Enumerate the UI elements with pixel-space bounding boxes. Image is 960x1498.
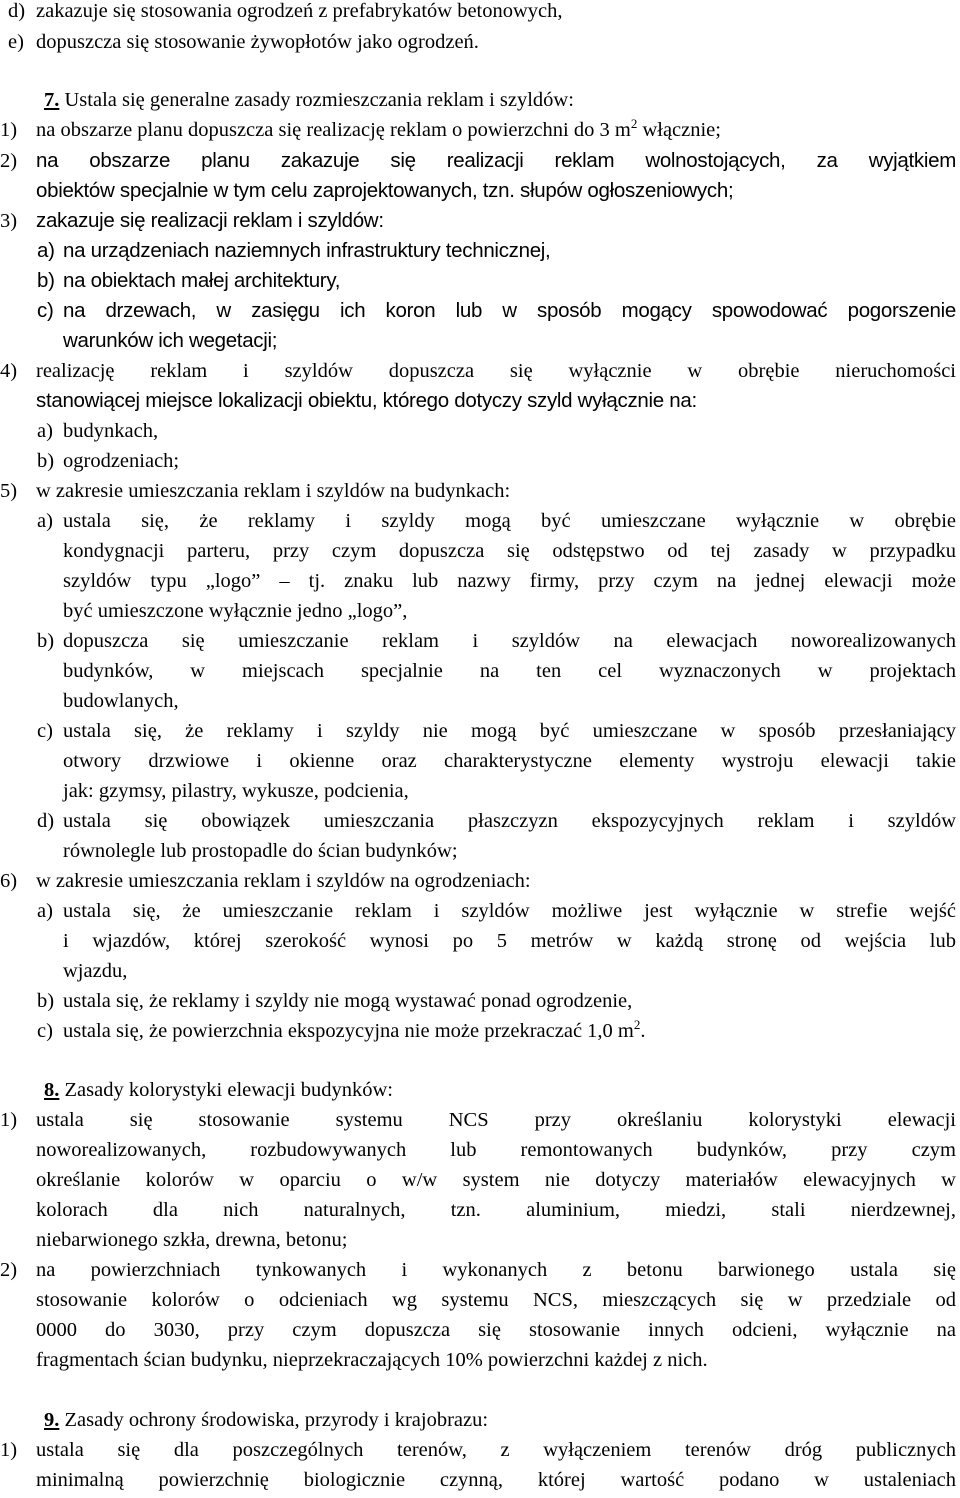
list-text: ustala się stosowanie systemu NCS przy określaniu kolorystyki elewacji: [36, 1109, 956, 1131]
list-marker: a): [37, 510, 53, 532]
list-item: [0, 1435, 960, 1465]
list-text-continued: szyldów typu „logo” – tj. znaku lub nazwy firmy, przy czym na jednej elewacji może: [63, 570, 956, 592]
section-heading-8: [44, 1075, 393, 1105]
list-text: w zakresie umieszczania reklam i szyldów na budynkach:: [36, 480, 511, 502]
list-text: ogrodzeniach;: [63, 450, 180, 472]
list-item: [0, 356, 960, 386]
list-text: na obszarze planu dopuszcza się realizację reklam o powierzchni do 3 $m^2$ włącznie;: [36, 116, 721, 141]
list-marker: a): [37, 900, 53, 922]
section-number: 9.: [44, 1409, 60, 1431]
list-text-continued: być umieszczone wyłącznie jedno „logo”,: [63, 600, 408, 622]
list-text: ustala się dla poszczególnych terenów, z wyłączeniem terenów dróg publicznych: [36, 1439, 956, 1461]
list-text-continued: budynków, w miejscach specjalnie na ten cel wyznaczonych w projektach: [63, 660, 956, 682]
list-text-continued: wjazdu,: [63, 960, 128, 982]
section-heading-9: [44, 1405, 488, 1435]
sub-list-item: [0, 446, 960, 476]
list-text-continued: budowlanych,: [63, 690, 179, 712]
list-marker: e): [8, 31, 24, 53]
list-text: na obiektach małej architektury,: [63, 269, 341, 292]
list-item: [0, 146, 960, 176]
list-text-continued: stosowanie kolorów o odcieniach wg systemu NCS, mieszczących się w przedziale od: [36, 1289, 956, 1311]
list-text: realizację reklam i szyldów dopuszcza się wyłącznie w obrębie nieruchomości: [36, 360, 956, 382]
list-item: [0, 1105, 960, 1135]
sub-list-item: [0, 986, 960, 1016]
list-text-continued: 0000 do 3030, przy czym dopuszcza się stosowanie innych odcieni, wyłącznie na: [36, 1319, 956, 1341]
list-text-continued: fragmentach ścian budynku, nieprzekraczających 10% powierzchni każdej z nich.: [36, 1349, 708, 1371]
list-text-continued: równolegle lub prostopadle do ścian budynków;: [63, 840, 458, 862]
list-text-continued: kolorach dla nich naturalnych, tzn. aluminium, miedzi, stali nierdzewnej,: [36, 1199, 956, 1221]
sub-list-item: [0, 416, 960, 446]
list-text: dopuszcza się umieszczanie reklam i szyldów na elewacjach noworealizowanych: [63, 630, 956, 652]
section-title: Ustala się generalne zasady rozmieszczania reklam i szyldów:: [64, 89, 574, 111]
sub-list-item: [0, 506, 960, 536]
list-text: ustala się, że reklamy i szyldy nie mogą być umieszczane w sposób przesłaniający: [63, 720, 956, 742]
list-text: na powierzchniach tynkowanych i wykonanych z betonu barwionego ustala się: [36, 1259, 956, 1281]
sub-list-item: [0, 266, 960, 296]
list-text-continued: niebarwionego szkła, drewna, betonu;: [36, 1229, 348, 1251]
list-marker: c): [37, 299, 54, 322]
list-text: ustala się, że reklamy i szyldy nie mogą wystawać ponad ogrodzenie,: [63, 990, 633, 1012]
list-marker: d): [8, 0, 26, 22]
list-text-continued: kondygnacji parteru, przy czym dopuszcza się odstępstwo od tej zasady w przypadku: [63, 540, 956, 562]
list-text-continued: minimalną powierzchnię biologicznie czynną, której wartość podano w ustaleniach: [36, 1469, 956, 1491]
list-item: [0, 866, 960, 896]
list-text: ustala się, że powierzchnia ekspozycyjna nie może przekraczać 1,0 $m^2$.: [63, 1017, 646, 1042]
list-text-continued: otwory drzwiowe i okienne oraz charakterystyczne elementy wystroju elewacji takie: [63, 750, 956, 772]
list-marker: 4): [0, 360, 18, 382]
list-text-continued: noworealizowanych, rozbudowywanych lub remontowanych budynków, przy czym: [36, 1139, 956, 1161]
list-text: na urządzeniach naziemnych infrastruktury technicznej,: [63, 239, 551, 262]
list-marker: 5): [0, 480, 18, 502]
list-item: [0, 206, 960, 236]
list-text: zakazuje się realizacji reklam i szyldów:: [36, 209, 384, 232]
section-number: 8.: [44, 1079, 60, 1101]
list-marker: c): [37, 1020, 53, 1042]
list-marker: b): [37, 269, 55, 292]
list-text: w zakresie umieszczania reklam i szyldów na ogrodzeniach:: [36, 870, 531, 892]
list-text-continued: stanowiącej miejsce lokalizacji obiektu, którego dotyczy szyld wyłącznie na:: [36, 389, 697, 412]
list-marker: d): [37, 810, 55, 832]
section-title: Zasady kolorystyki elewacji budynków:: [64, 1079, 394, 1101]
list-marker: a): [37, 239, 55, 262]
list-text-continued: jak: gzymsy, pilastry, wykusze, podcienia,: [63, 780, 409, 802]
list-item: [0, 1255, 960, 1285]
list-marker: b): [37, 450, 55, 472]
list-text-continued: obiektów specjalnie w tym celu zaprojektowanych, tzn. słupów ogłoszeniowych;: [36, 179, 734, 202]
sub-list-item: [0, 296, 960, 326]
sub-list-item: [0, 1016, 960, 1046]
section-number: 7.: [44, 89, 60, 111]
list-marker: 1): [0, 1109, 18, 1131]
list-text-continued: warunków ich wegetacji;: [63, 329, 278, 352]
list-marker: 1): [0, 119, 18, 141]
list-marker: 2): [0, 1259, 18, 1281]
section-heading-7: [44, 85, 574, 115]
list-marker: 6): [0, 870, 18, 892]
list-marker: 3): [0, 210, 18, 232]
sub-list-item: [0, 236, 960, 266]
list-text: na drzewach, w zasięgu ich koron lub w sposób mogący spowodować pogorszenie: [63, 299, 956, 322]
list-text: ustala się obowiązek umieszczania płaszczyzn ekspozycyjnych reklam i szyldów: [63, 810, 956, 832]
list-marker: b): [37, 630, 55, 652]
list-marker: a): [37, 420, 53, 442]
list-text-continued: określanie kolorów w oparciu o w/w system nie dotyczy materiałów elewacyjnych w: [36, 1169, 956, 1191]
list-marker: c): [37, 720, 53, 742]
list-item: [0, 0, 960, 26]
list-text: budynkach,: [63, 420, 159, 442]
list-text-continued: i wjazdów, której szerokość wynosi po 5 metrów w każdą stronę od wejścia lub: [63, 930, 956, 952]
list-item: [0, 115, 960, 145]
list-marker: 1): [0, 1439, 18, 1461]
sub-list-item: [0, 716, 960, 746]
list-marker: b): [37, 990, 55, 1012]
list-item: [0, 27, 960, 57]
list-text: ustala się, że reklamy i szyldy mogą być umieszczane wyłącznie w obrębie: [63, 510, 956, 532]
list-marker: 2): [0, 150, 18, 172]
sub-list-item: [0, 806, 960, 836]
section-title: Zasady ochrony środowiska, przyrody i krajobrazu:: [64, 1409, 489, 1431]
list-text: zakazuje się stosowania ogrodzeń z prefabrykatów betonowych,: [36, 0, 563, 22]
sub-list-item: [0, 626, 960, 656]
sub-list-item: [0, 896, 960, 926]
list-text: na obszarze planu zakazuje się realizacji reklam wolnostojących, za wyjątkiem: [36, 149, 956, 172]
list-text: ustala się, że umieszczanie reklam i szyldów możliwe jest wyłącznie w strefie wejść: [63, 900, 956, 922]
list-text: dopuszcza się stosowanie żywopłotów jako ogrodzeń.: [36, 31, 479, 53]
list-item: [0, 476, 960, 506]
